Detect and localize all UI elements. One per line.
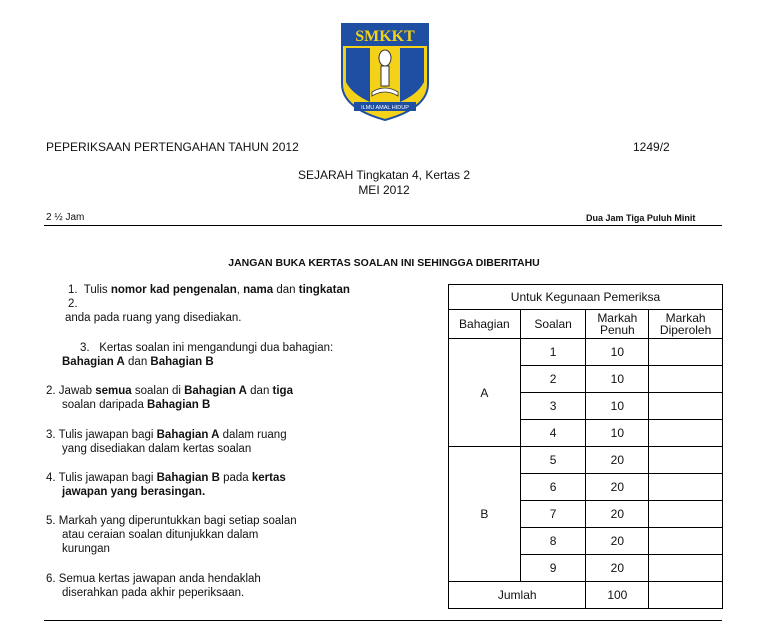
- soalan-cell: 7: [520, 501, 586, 528]
- section-a: A: [449, 339, 521, 447]
- soalan-cell: 2: [520, 366, 586, 393]
- diperoleh-cell[interactable]: [649, 555, 723, 582]
- diperoleh-cell[interactable]: [649, 393, 723, 420]
- section-b: B: [449, 447, 521, 582]
- subject-line: SEJARAH Tingkatan 4, Kertas 2: [297, 168, 471, 182]
- jumlah-diperoleh[interactable]: [649, 582, 723, 609]
- diperoleh-cell[interactable]: [649, 474, 723, 501]
- penuh-cell: 20: [586, 474, 649, 501]
- jumlah-label: Jumlah: [449, 582, 586, 609]
- table-row: [449, 339, 723, 366]
- instruction-1: 1. Tulis nomor kad pengenalan, nama dan tingkatan 2. anda pada ruang yang disediakan.: [65, 284, 350, 324]
- soalan-cell: 3: [520, 393, 586, 420]
- table-title: Untuk Kegunaan Pemeriksa: [449, 285, 723, 310]
- diperoleh-cell[interactable]: [649, 528, 723, 555]
- soalan-cell: 5: [520, 447, 586, 474]
- instruction-3a: 3. Kertas soalan ini mengandungi dua bahagian: Bahagian A dan Bahagian B: [62, 342, 334, 368]
- instruction-6: 6. Semua kertas jawapan anda hendaklah diserahkan pada akhir peperiksaan.: [46, 573, 261, 599]
- instruction-3b: 3. Tulis jawapan bagi Bahagian A dalam ruang yang disediakan dalam kertas soalan: [46, 429, 287, 455]
- soalan-cell: 9: [520, 555, 586, 582]
- instruction-4: 4. Tulis jawapan bagi Bahagian B pada kertas jawapan yang berasingan.: [46, 472, 286, 498]
- exam-title: PEPERIKSAAN PERTENGAHAN TAHUN 2012: [46, 140, 299, 154]
- penuh-cell: 20: [586, 528, 649, 555]
- logo-motto: ILMU AMAL HIDUP: [361, 105, 409, 111]
- instruction-2: 2. Jawab semua soalan di Bahagian A dan tiga soalan daripada Bahagian B: [46, 385, 293, 411]
- diperoleh-cell[interactable]: [649, 420, 723, 447]
- diperoleh-cell[interactable]: [649, 339, 723, 366]
- paper-code: 1249/2: [633, 140, 670, 154]
- instruction-5: 5. Markah yang diperuntukkan bagi setiap soalan atau ceraian soalan ditunjukkan dalam kurungan: [46, 515, 297, 555]
- table-row: [449, 447, 723, 474]
- duration-short: 2 ½ Jam: [46, 212, 85, 223]
- penuh-cell: 10: [586, 420, 649, 447]
- penuh-cell: 20: [586, 555, 649, 582]
- soalan-cell: 1: [520, 339, 586, 366]
- exam-month: MEI 2012: [358, 183, 410, 197]
- soalan-cell: 4: [520, 420, 586, 447]
- col-markah-diperoleh: Markah Diperoleh: [649, 310, 723, 339]
- school-logo: [340, 22, 430, 122]
- col-markah-penuh: Markah Penuh: [586, 310, 649, 339]
- warning-heading: JANGAN BUKA KERTAS SOALAN INI SEHINGGA DIBERITAHU: [228, 257, 540, 269]
- divider-top: [44, 225, 722, 226]
- diperoleh-cell[interactable]: [649, 501, 723, 528]
- examiner-table: [448, 284, 723, 609]
- soalan-cell: 8: [520, 528, 586, 555]
- penuh-cell: 20: [586, 447, 649, 474]
- col-soalan: Soalan: [520, 310, 586, 339]
- penuh-cell: 10: [586, 339, 649, 366]
- penuh-cell: 20: [586, 501, 649, 528]
- logo-name: SMKKT: [355, 28, 415, 45]
- divider-bottom: [44, 620, 722, 621]
- diperoleh-cell[interactable]: [649, 447, 723, 474]
- soalan-cell: 6: [520, 474, 586, 501]
- total-row: [449, 582, 723, 609]
- diperoleh-cell[interactable]: [649, 366, 723, 393]
- jumlah-penuh: 100: [586, 582, 649, 609]
- penuh-cell: 10: [586, 366, 649, 393]
- penuh-cell: 10: [586, 393, 649, 420]
- col-bahagian: Bahagian: [449, 310, 521, 339]
- duration-long: Dua Jam Tiga Puluh Minit: [586, 213, 696, 223]
